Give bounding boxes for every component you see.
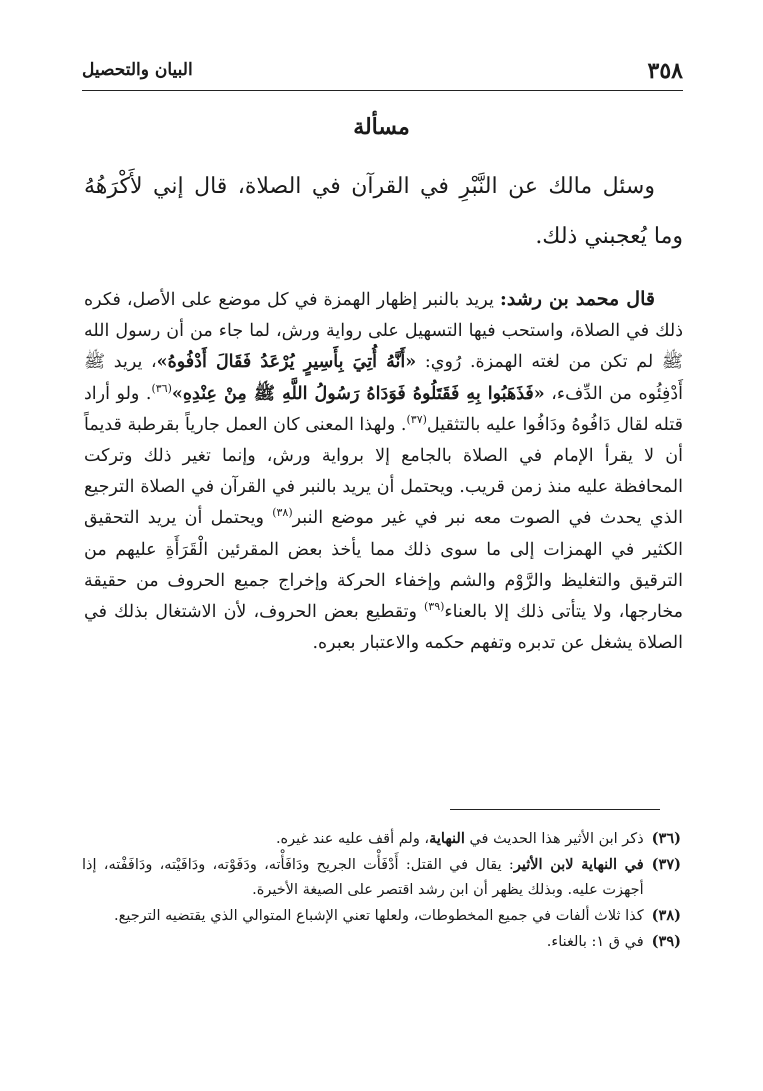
footnote-number: (٣٩) xyxy=(651,933,681,950)
footnotes xyxy=(82,826,681,955)
footnote-book-title: في النهاية لابن الأثير xyxy=(513,856,644,873)
footnote-text xyxy=(82,929,644,955)
commentary-text-1: يريد بالنبر إظهار الهمزة في كل موضع على الأصل، فكره ذلك في الصلاة، واستحب فيها التسهيل على رواية ورش، لما جاء من أن رسول الله ﷺ لم تكن من لغته الهمزة. رُوي: xyxy=(84,290,684,373)
commentary-text-2: ، يريد ﷺ أَدْفِئُوه من الدِّفء، xyxy=(84,352,683,404)
footnote-ref-37: (٣٧) xyxy=(406,412,427,426)
footnote-divider xyxy=(450,809,660,810)
page-header xyxy=(82,58,683,91)
footnote-ref-38: (٣٨) xyxy=(272,506,293,520)
footnote-39 xyxy=(82,929,681,955)
commentary-paragraph xyxy=(84,284,683,659)
footnote-text-part: : يقال في القتل: أَدْفَأْت الجريح ودَافَأْته، ودَفَوْته، ودَافَيْته، ودَافَفْته، إذا أجهزت عليه. وبذلك يظهر أن ابن رشد اقتصر على الصيغة الأخيرة. xyxy=(82,857,644,898)
footnote-text xyxy=(82,852,644,903)
footnote-text-part: ، ولم أقف عليه عند غيره. xyxy=(275,831,430,847)
question-paragraph: وسئل مالك عن النَّبْرِ في القرآن في الصلاة، قال إني لأَكْرَهُهُ وما يُعجبني ذلك. xyxy=(84,174,683,249)
footnote-text xyxy=(82,903,644,929)
footnote-ref-36: (٣٦) xyxy=(151,381,172,395)
footnote-text-part: ذكر ابن الأثير هذا الحديث في xyxy=(464,831,644,847)
commentary-text-6: وتقطيع بعض الحروف، لأن الاشتغال بذلك في الصلاة يشغل عن تدبره وتفهم حكمه والاعتبار بعبره. xyxy=(84,602,683,654)
footnote-text xyxy=(82,826,644,852)
commentary-text-4: . ولهذا المعنى كان العمل جارياً بقرطبة قديماً أن لا يقرأ الإمام في الصلاة بالجامع إلا برواية ورش، وإنما تغير ذلك وتركت المحافظة عليه منذ زمن قريب. ويحتمل أن يريد بالنبر في القرآن في الصلاة الترجيع الذي يحدث في الصوت معه نبر في غير موضع النبر xyxy=(84,414,683,529)
running-title: البيان والتحصيل xyxy=(82,60,193,80)
footnote-ref-39: (٣٩) xyxy=(423,600,445,614)
footnote-number: (٣٨) xyxy=(651,907,681,924)
commentary-text-3: . ولو أراد قتله لقال دَافُوهُ ودَافُوا عليه بالتثقيل xyxy=(84,383,683,435)
commentary-author: قال محمد بن رشد: xyxy=(499,288,655,310)
footnote-37 xyxy=(82,852,681,903)
hadith-quote-2: «فَذَهَبُوا بِهِ فَقَتَلُوهُ فَوَدَاهُ رَسُولُ اللَّهِ ﷺ مِنْ عِنْدِهِ» xyxy=(171,383,545,404)
page-number: ٣٥٨ xyxy=(647,58,683,84)
footnote-text-part: في ق ١: بالغناء. xyxy=(546,934,644,950)
footnote-book-title: النهاية xyxy=(429,830,465,847)
commentary-text-5: ويحتمل أن يريد التحقيق الكثير في الهمزات إلى ما سوى ذلك مما يأخذ بعض المقرئين الْقَرَأَةِ عليهم من الترقيق والتغليظ والرَّوْم والشم وإخفاء الحركة وإخراج جميع الحروف من حقيقة مخارجها، ولا يتأتى ذلك إلا بالعناء xyxy=(84,508,683,623)
footnote-text-part: كذا ثلاث ألفات في جميع المخطوطات، ولعلها تعني الإشباع المتوالي الذي يقتضيه الترجيع. xyxy=(114,908,644,924)
footnote-36 xyxy=(82,826,681,852)
footnote-number: (٣٦) xyxy=(651,830,681,847)
hadith-quote-1: «أَنَّهُ أُتِيَ بِأَسِيرٍ يُرْعَدُ فَقَالَ أَدْفُوهُ» xyxy=(156,352,417,373)
footnote-38 xyxy=(82,903,681,929)
footnote-number: (٣٧) xyxy=(651,856,681,873)
section-title: مسألة xyxy=(353,114,410,140)
